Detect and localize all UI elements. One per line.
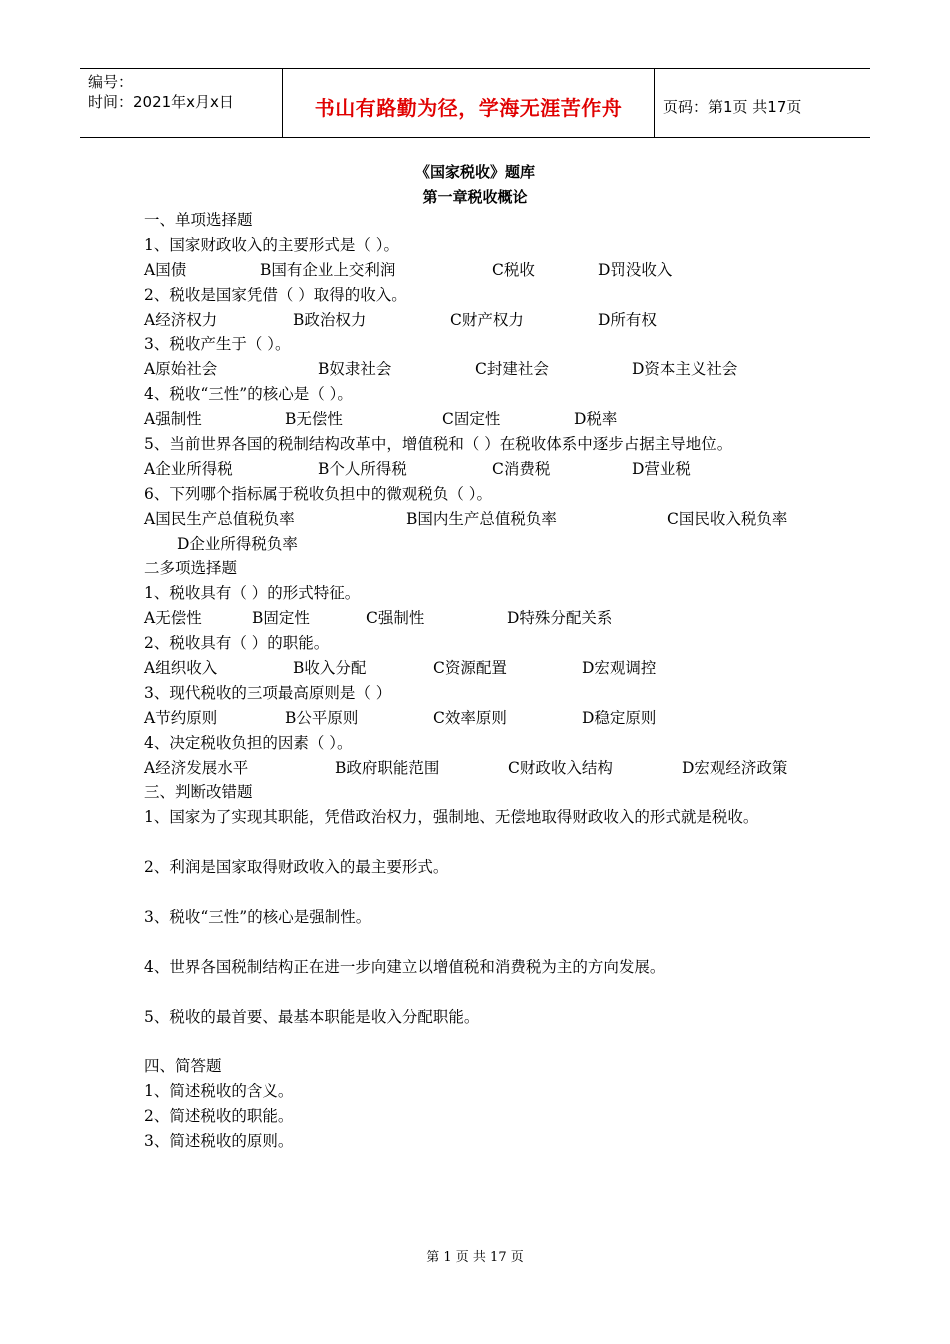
option-b: B政府职能范围 bbox=[335, 758, 440, 777]
option-d: D罚没收入 bbox=[598, 260, 673, 279]
options-row-continued bbox=[144, 532, 824, 557]
time-label: 时间：2021年x月x日 bbox=[88, 93, 234, 111]
question-stem: 3、现代税收的三项最高原则是（ ） bbox=[144, 683, 392, 702]
answer-space bbox=[144, 830, 824, 855]
document-title: 《国家税收》题库 bbox=[414, 163, 535, 181]
option-a: A无偿性 bbox=[144, 609, 202, 628]
option-d: D稳定原则 bbox=[582, 708, 657, 727]
chapter-title: 第一章税收概论 bbox=[422, 188, 528, 206]
options-row bbox=[144, 357, 824, 382]
options-row bbox=[144, 507, 824, 532]
options-row bbox=[144, 756, 824, 781]
section-heading-short: 四、简答题 bbox=[144, 1057, 222, 1076]
option-b: B国内生产总值税负率 bbox=[406, 509, 557, 528]
short-question: 2、简述税收的职能。 bbox=[144, 1107, 294, 1126]
option-c: C财政收入结构 bbox=[508, 758, 613, 777]
option-c: C效率原则 bbox=[433, 708, 507, 727]
option-c: C税收 bbox=[492, 260, 535, 279]
answer-space bbox=[144, 980, 824, 1005]
section-heading-single: 一、单项选择题 bbox=[144, 211, 253, 229]
options-row bbox=[144, 656, 824, 681]
option-b: B公平原则 bbox=[285, 708, 359, 727]
option-c: C封建社会 bbox=[475, 360, 549, 379]
judge-item: 1、国家为了实现其职能，凭借政治权力，强制地、无偿地取得财政收入的形式就是税收。 bbox=[144, 808, 759, 827]
question-stem: 1、税收具有（ ）的形式特征。 bbox=[144, 584, 361, 603]
option-b: B收入分配 bbox=[293, 659, 367, 678]
judge-item: 4、世界各国税制结构正在进一步向建立以增值税和消费税为主的方向发展。 bbox=[144, 957, 666, 976]
option-d: D宏观调控 bbox=[582, 659, 657, 678]
option-c: C消费税 bbox=[492, 459, 551, 478]
option-b: B政治权力 bbox=[293, 310, 367, 329]
question-stem: 6、下列哪个指标属于税收负担中的微观税负（ ）。 bbox=[144, 484, 493, 503]
section-heading-judge: 三、判断改错题 bbox=[144, 783, 253, 802]
section-heading-multi: 二多项选择题 bbox=[144, 559, 238, 578]
judge-item: 5、税收的最首要、最基本职能是收入分配职能。 bbox=[144, 1007, 480, 1026]
option-d: D资本主义社会 bbox=[632, 360, 738, 379]
judge-item: 2、利润是国家取得财政收入的最主要形式。 bbox=[144, 858, 449, 877]
answer-space bbox=[144, 930, 824, 955]
option-a: A经济权力 bbox=[144, 310, 218, 329]
option-d: D企业所得税负率 bbox=[177, 534, 298, 553]
question-stem: 1、国家财政收入的主要形式是（ ）。 bbox=[144, 235, 400, 254]
options-row bbox=[144, 258, 824, 283]
option-c: C国民收入税负率 bbox=[667, 509, 788, 528]
option-b: B国有企业上交利润 bbox=[260, 260, 396, 279]
option-c: C强制性 bbox=[366, 609, 425, 628]
option-a: A经济发展水平 bbox=[144, 758, 249, 777]
short-question: 1、简述税收的含义。 bbox=[144, 1082, 294, 1101]
option-a: A组织收入 bbox=[144, 659, 218, 678]
option-c: C资源配置 bbox=[433, 659, 507, 678]
question-stem: 2、税收是国家凭借（ ）取得的收入。 bbox=[144, 285, 407, 304]
options-row bbox=[144, 457, 824, 482]
question-stem: 5、当前世界各国的税制结构改革中，增值税和（ ）在税收体系中逐步占据主导地位。 bbox=[144, 435, 733, 454]
option-a: A节约原则 bbox=[144, 708, 218, 727]
option-b: B固定性 bbox=[252, 609, 310, 628]
options-row bbox=[144, 308, 824, 333]
option-a: A原始社会 bbox=[144, 360, 218, 379]
header-meta bbox=[80, 69, 282, 137]
option-a: A企业所得税 bbox=[144, 459, 233, 478]
option-a: A国民生产总值税负率 bbox=[144, 509, 295, 528]
options-row bbox=[144, 706, 824, 731]
question-stem: 3、税收产生于（ ）。 bbox=[144, 335, 291, 354]
header-motto: 书山有路勤为径，学海无涯苦作舟 bbox=[282, 69, 655, 137]
option-d: D特殊分配关系 bbox=[507, 609, 613, 628]
number-label: 编号： bbox=[88, 73, 134, 91]
option-d: D宏观经济政策 bbox=[682, 758, 788, 777]
option-c: C固定性 bbox=[442, 410, 501, 429]
option-b: B个人所得税 bbox=[318, 459, 407, 478]
option-d: D营业税 bbox=[632, 459, 691, 478]
question-stem: 2、税收具有（ ）的职能。 bbox=[144, 634, 330, 653]
option-d: D税率 bbox=[574, 410, 618, 429]
answer-space bbox=[144, 880, 824, 905]
question-stem: 4、税收“三性”的核心是（ ）。 bbox=[144, 385, 353, 404]
page-footer: 第 1 页 共 17 页 bbox=[426, 1250, 524, 1265]
option-b: B奴隶社会 bbox=[318, 360, 392, 379]
option-b: B无偿性 bbox=[285, 410, 343, 429]
question-content bbox=[144, 208, 824, 1154]
page-header bbox=[80, 68, 870, 138]
option-c: C财产权力 bbox=[450, 310, 524, 329]
judge-item: 3、税收“三性”的核心是强制性。 bbox=[144, 907, 372, 926]
header-page-info: 页码：第1页 共17页 bbox=[663, 97, 802, 116]
answer-space bbox=[144, 1029, 824, 1054]
option-a: A强制性 bbox=[144, 410, 202, 429]
short-question: 3、简述税收的原则。 bbox=[144, 1131, 294, 1150]
options-row bbox=[144, 606, 824, 631]
option-d: D所有权 bbox=[598, 310, 657, 329]
question-stem: 4、决定税收负担的因素（ ）。 bbox=[144, 733, 353, 752]
options-row bbox=[144, 407, 824, 432]
option-a: A国债 bbox=[144, 260, 187, 279]
